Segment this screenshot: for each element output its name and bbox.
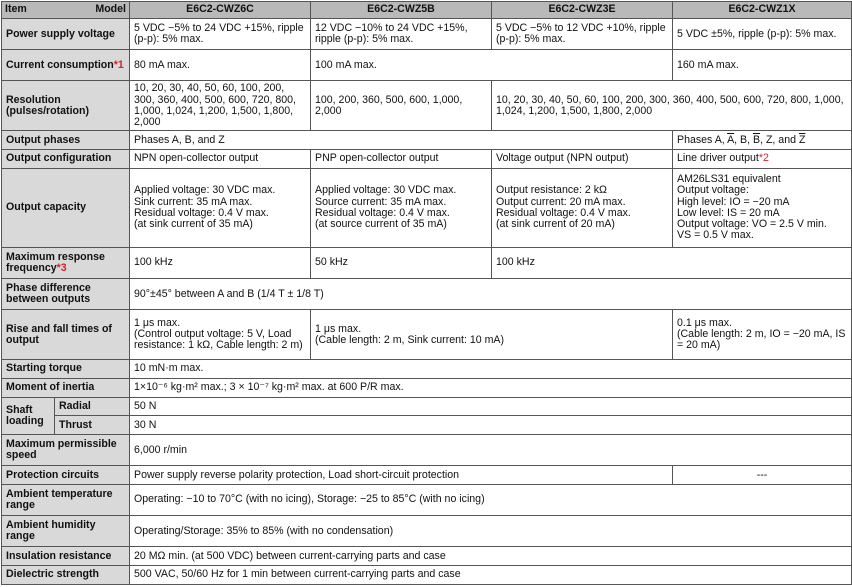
row-label: Power supply voltage xyxy=(2,19,130,50)
footnote-mark: *3 xyxy=(56,261,67,274)
row-output-configuration xyxy=(2,150,852,169)
row-label: Rise and fall times of output xyxy=(2,310,130,360)
phase-a-bar: $\overline{A}$ xyxy=(727,133,735,146)
row-ambient-temperature xyxy=(2,484,852,515)
cell-value: 10, 20, 30, 40, 50, 60, 100, 200, 300, 360, 400, 500, 600, 720, 800, 1,000, 1,024, 1,200, 1,500, 1,800, 2,000 xyxy=(492,81,852,131)
row-max-response-frequency xyxy=(2,247,852,278)
cell-value: PNP open-collector output xyxy=(311,150,492,169)
model-header-label: Model xyxy=(95,3,126,16)
cell-value: 10 mN·m max. xyxy=(130,360,852,379)
footnote-mark: *2 xyxy=(758,152,769,165)
row-current-consumption xyxy=(2,50,852,81)
model-header-cwz6c: E6C2-CWZ6C xyxy=(130,2,311,19)
row-ambient-humidity xyxy=(2,516,852,547)
cell-value: Operating/Storage: 35% to 85% (with no condensation) xyxy=(130,516,852,547)
cell-value: 0.1 μs max. (Cable length: 2 m, IO = −20 mA, IS = 20 mA) xyxy=(673,310,852,360)
row-output-capacity xyxy=(2,168,852,247)
row-starting-torque xyxy=(2,360,852,379)
row-label-text: Current consumption xyxy=(6,58,114,71)
row-shaft-radial xyxy=(2,397,852,416)
model-header-cwz3e: E6C2-CWZ3E xyxy=(492,2,673,19)
row-phase-difference xyxy=(2,279,852,310)
cell-value: 20 MΩ min. (at 500 VDC) between current-carrying parts and case xyxy=(130,547,852,566)
cell-value: Output resistance: 2 kΩ Output current: 20 mA max. Residual voltage: 0.4 V max. (at sink current of 20 mA) xyxy=(492,168,673,247)
row-label: Dielectric strength xyxy=(2,566,130,585)
item-model-header xyxy=(2,2,130,19)
cell-value: 50 N xyxy=(130,397,852,416)
cell-value: 160 mA max. xyxy=(673,50,852,81)
cell-value: 1 μs max. (Cable length: 2 m, Sink current: 10 mA) xyxy=(311,310,673,360)
cell-value: 500 VAC, 50/60 Hz for 1 min between current-carrying parts and case xyxy=(130,566,852,585)
row-dielectric-strength xyxy=(2,566,852,585)
specifications-table xyxy=(1,1,852,585)
header-row xyxy=(2,2,852,19)
row-label: Output configuration xyxy=(2,150,130,169)
cell-value: 100 kHz xyxy=(492,247,852,278)
cell-value: 6,000 r/min xyxy=(130,435,852,466)
phase-b-bar: $\overline{B}$ xyxy=(752,133,761,146)
cell-value: 5 VDC −5% to 12 VDC +10%, ripple (p-p): 5% max. xyxy=(492,19,673,50)
row-shaft-thrust xyxy=(2,416,852,435)
cell-value: 12 VDC −10% to 24 VDC +15%, ripple (p-p): 5% max. xyxy=(311,19,492,50)
footnote-mark: *1 xyxy=(113,58,124,71)
cell-value: --- xyxy=(673,466,852,485)
cell-value: 5 VDC ±5%, ripple (p-p): 5% max. xyxy=(673,19,852,50)
row-output-phases xyxy=(2,131,852,150)
row-protection-circuits xyxy=(2,466,852,485)
row-insulation-resistance xyxy=(2,547,852,566)
row-moment-of-inertia xyxy=(2,378,852,397)
cell-value xyxy=(673,150,852,169)
row-label: Moment of inertia xyxy=(2,378,130,397)
row-rise-fall-times xyxy=(2,310,852,360)
cell-value: 80 mA max. xyxy=(130,50,311,81)
model-header-cwz1x: E6C2-CWZ1X xyxy=(673,2,852,19)
cell-value: Phases A, B, and Z xyxy=(130,131,673,150)
sub-label-radial: Radial xyxy=(55,397,130,416)
row-label: Protection circuits xyxy=(2,466,130,485)
cell-value: Applied voltage: 30 VDC max. Source current: 35 mA max. Residual voltage: 0.4 V max. (at source current of 35 mA) xyxy=(311,168,492,247)
phase-z-bar: $\overline{Z}$ xyxy=(798,133,806,146)
cell-value: 30 N xyxy=(130,416,852,435)
cell-value: 100 kHz xyxy=(130,247,311,278)
row-resolution xyxy=(2,81,852,131)
cell-value: Applied voltage: 30 VDC max. Sink current: 35 mA max. Residual voltage: 0.4 V max. (at sink current of 35 mA) xyxy=(130,168,311,247)
item-header-label: Item xyxy=(5,3,27,16)
phase-text: , B, xyxy=(734,133,753,146)
phase-text: Phases A, xyxy=(677,133,728,146)
row-power-supply xyxy=(2,19,852,50)
row-label: Resolution (pulses/rotation) xyxy=(2,81,130,131)
cell-value: Power supply reverse polarity protection, Load short-circuit protection xyxy=(130,466,673,485)
row-label: Phase difference between outputs xyxy=(2,279,130,310)
row-label xyxy=(2,50,130,81)
row-label: Ambient humidity range xyxy=(2,516,130,547)
cell-text: Line driver output xyxy=(677,152,759,165)
cell-value: 10, 20, 30, 40, 50, 60, 100, 200, 300, 360, 400, 500, 600, 720, 800, 1,000, 1,024, 1,200, 1,500, 1,800, 2,000 xyxy=(130,81,311,131)
cell-value: 1 μs max. (Control output voltage: 5 V, Load resistance: 1 kΩ, Cable length: 2 m) xyxy=(130,310,311,360)
row-label: Starting torque xyxy=(2,360,130,379)
cell-value xyxy=(673,131,852,150)
cell-value: 1×10⁻⁶ kg·m² max.; 3 × 10⁻⁷ kg·m² max. at 600 P/R max. xyxy=(130,378,852,397)
model-header-cwz5b: E6C2-CWZ5B xyxy=(311,2,492,19)
row-label: Insulation resistance xyxy=(2,547,130,566)
row-label: Output phases xyxy=(2,131,130,150)
cell-value: 100, 200, 360, 500, 600, 1,000, 2,000 xyxy=(311,81,492,131)
row-label: Maximum permissible speed xyxy=(2,435,130,466)
cell-value: 100 mA max. xyxy=(311,50,673,81)
cell-value: AM26LS31 equivalent Output voltage: High level: IO = −20 mA Low level: IS = 20 mA Output voltage: VO = 2.5 V min. VS = 0.5 V max. xyxy=(673,168,852,247)
row-label: Ambient temperature range xyxy=(2,484,130,515)
cell-value: 50 kHz xyxy=(311,247,492,278)
row-label-text: Maximum response frequency xyxy=(6,250,105,274)
row-label: Output capacity xyxy=(2,168,130,247)
cell-value: 5 VDC −5% to 24 VDC +15%, ripple (p-p): 5% max. xyxy=(130,19,311,50)
phase-text: , Z, and xyxy=(760,133,799,146)
row-label xyxy=(2,247,130,278)
sub-label-thrust: Thrust xyxy=(55,416,130,435)
row-max-permissible-speed xyxy=(2,435,852,466)
cell-value: Operating: −10 to 70°C (with no icing), Storage: −25 to 85°C (with no icing) xyxy=(130,484,852,515)
cell-value: 90°±45° between A and B (1/4 T ± 1/8 T) xyxy=(130,279,852,310)
cell-value: Voltage output (NPN output) xyxy=(492,150,673,169)
cell-value: NPN open-collector output xyxy=(130,150,311,169)
row-label: Shaft loading xyxy=(2,397,55,434)
